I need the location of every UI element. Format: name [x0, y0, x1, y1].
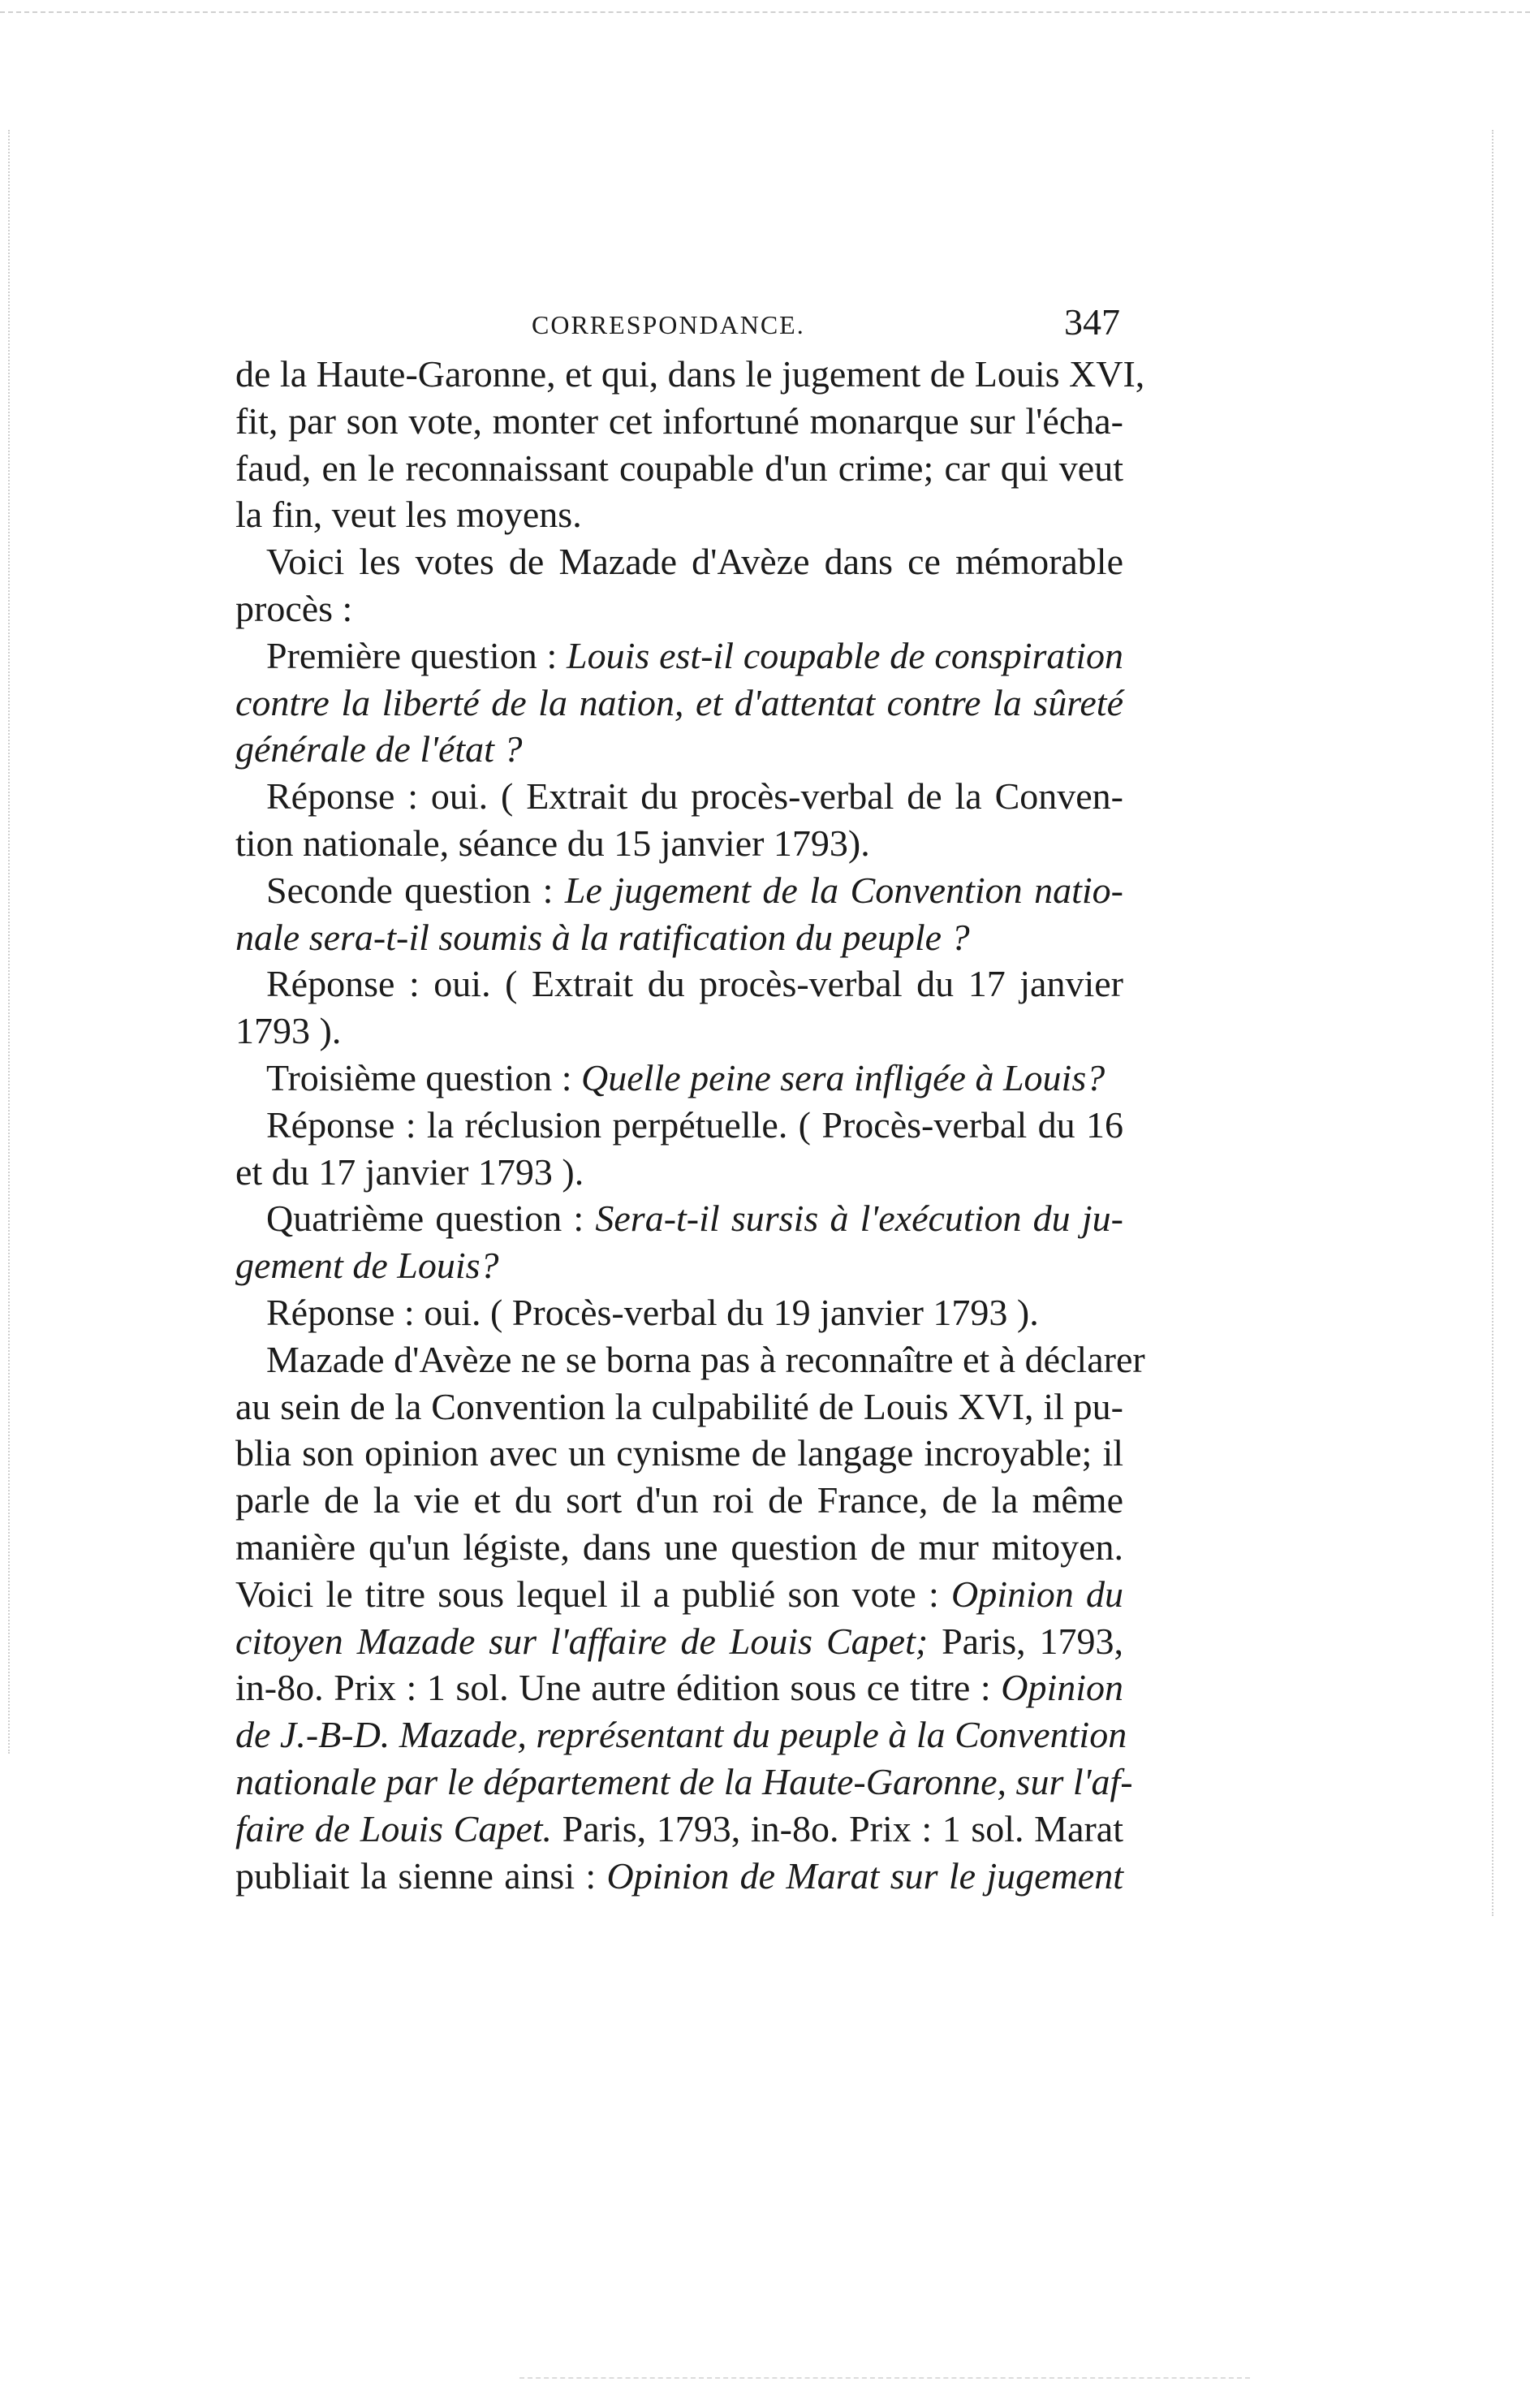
text-line: Réponse : la réclusion perpétuelle. ( Procès-verbal du 16: [266, 1103, 1123, 1146]
question-text: Louis est-il coupable de conspiration: [567, 634, 1123, 676]
title-citation: faire de Louis Capet.: [235, 1807, 553, 1849]
text-segment: Voici le titre sous lequel il a publié son vote :: [235, 1573, 951, 1615]
scan-margin-right: [1492, 130, 1493, 1916]
scan-edge-top: [0, 11, 1530, 13]
text-line: et du 17 janvier 1793 ).: [235, 1150, 584, 1193]
text-line: procès :: [235, 587, 353, 629]
text-line: manière qu'un légiste, dans une question de mur mitoyen.: [235, 1525, 1123, 1568]
text-line: nale sera-t-il soumis à la ratification du peuple ?: [235, 916, 970, 958]
text-line: de la Haute-Garonne, et qui, dans le jugement de Louis XVI,: [235, 353, 1145, 395]
text-segment: in-8o. Prix : 1 sol. Une autre édition sous ce titre :: [235, 1667, 1002, 1709]
text-line: parle de la vie et du sort d'un roi de France, de la même: [235, 1479, 1123, 1521]
page-number: 347: [1064, 301, 1120, 343]
text-line: faud, en le reconnaissant coupable d'un crime; car qui veut: [235, 447, 1123, 489]
text-line: [235, 1055, 1123, 1102]
text-line: générale de l'état ?: [235, 728, 523, 770]
text-line: [235, 1618, 1123, 1665]
text-line: contre la liberté de la nation, et d'attentat contre la sûreté: [235, 681, 1123, 723]
text-line: Réponse : oui. ( Extrait du procès-verbal du 17 janvier: [266, 963, 1123, 1005]
text-line: [235, 867, 1123, 914]
title-citation: Opinion de Marat sur le jugement: [606, 1854, 1123, 1897]
text-line: [235, 1195, 1123, 1242]
text-line: blia son opinion avec un cynisme de langage incroyable; il: [235, 1432, 1123, 1474]
text-segment: Paris, 1793, in-8o. Prix : 1 sol. Marat: [552, 1807, 1124, 1849]
question-label: Première question :: [266, 634, 567, 676]
text-line: [235, 1664, 1123, 1711]
text-line: de J.-B-D. Mazade, représentant du peuple à la Convention: [235, 1714, 1127, 1756]
scan-margin-left: [8, 130, 10, 1754]
scan-edge-bottom: [519, 2377, 1250, 2379]
text-line: Mazade d'Avèze ne se borna pas à reconnaître et à déclarer: [266, 1338, 1145, 1380]
text-line: [235, 632, 1123, 680]
text-line: au sein de la Convention la culpabilité de Louis XVI, il pu-: [235, 1385, 1123, 1427]
title-citation: Opinion du: [951, 1573, 1124, 1615]
text-segment: publiait la sienne ainsi :: [235, 1854, 607, 1897]
text-line: [235, 1571, 1123, 1618]
question-label: Quatrième question :: [266, 1198, 596, 1240]
question-label: Seconde question :: [266, 869, 565, 911]
question-text: Quelle peine sera infligée à Louis?: [581, 1056, 1105, 1098]
running-title: CORRESPONDANCE.: [532, 310, 805, 339]
text-line: Réponse : oui. ( Extrait du procès-verbal de la Conven-: [266, 775, 1123, 818]
question-text: Sera-t-il sursis à l'exécution du ju-: [595, 1198, 1123, 1240]
text-body: [235, 351, 1145, 1899]
title-citation: Opinion: [1001, 1667, 1123, 1709]
question-text: Le jugement de la Convention natio-: [564, 869, 1123, 911]
text-line: la fin, veut les moyens.: [235, 494, 582, 536]
text-segment: Paris, 1793,: [928, 1620, 1124, 1662]
text-line: [235, 1806, 1123, 1853]
text-line: Voici les votes de Mazade d'Avèze dans ce mémorable: [266, 541, 1123, 583]
text-line: fit, par son vote, monter cet infortuné monarque sur l'écha-: [235, 399, 1123, 442]
page-header: [235, 300, 1120, 357]
text-line: tion nationale, séance du 15 janvier 1793).: [235, 822, 870, 864]
text-line: nationale par le département de la Haute-Garonne, sur l'af-: [235, 1760, 1133, 1802]
text-line: Réponse : oui. ( Procès-verbal du 19 janvier 1793 ).: [266, 1291, 1039, 1333]
text-line: 1793 ).: [235, 1010, 342, 1052]
title-citation: citoyen Mazade sur l'affaire de Louis Capet;: [235, 1620, 929, 1662]
question-label: Troisième question :: [266, 1056, 582, 1098]
text-line: [235, 1853, 1123, 1900]
text-line: gement de Louis?: [235, 1245, 499, 1287]
